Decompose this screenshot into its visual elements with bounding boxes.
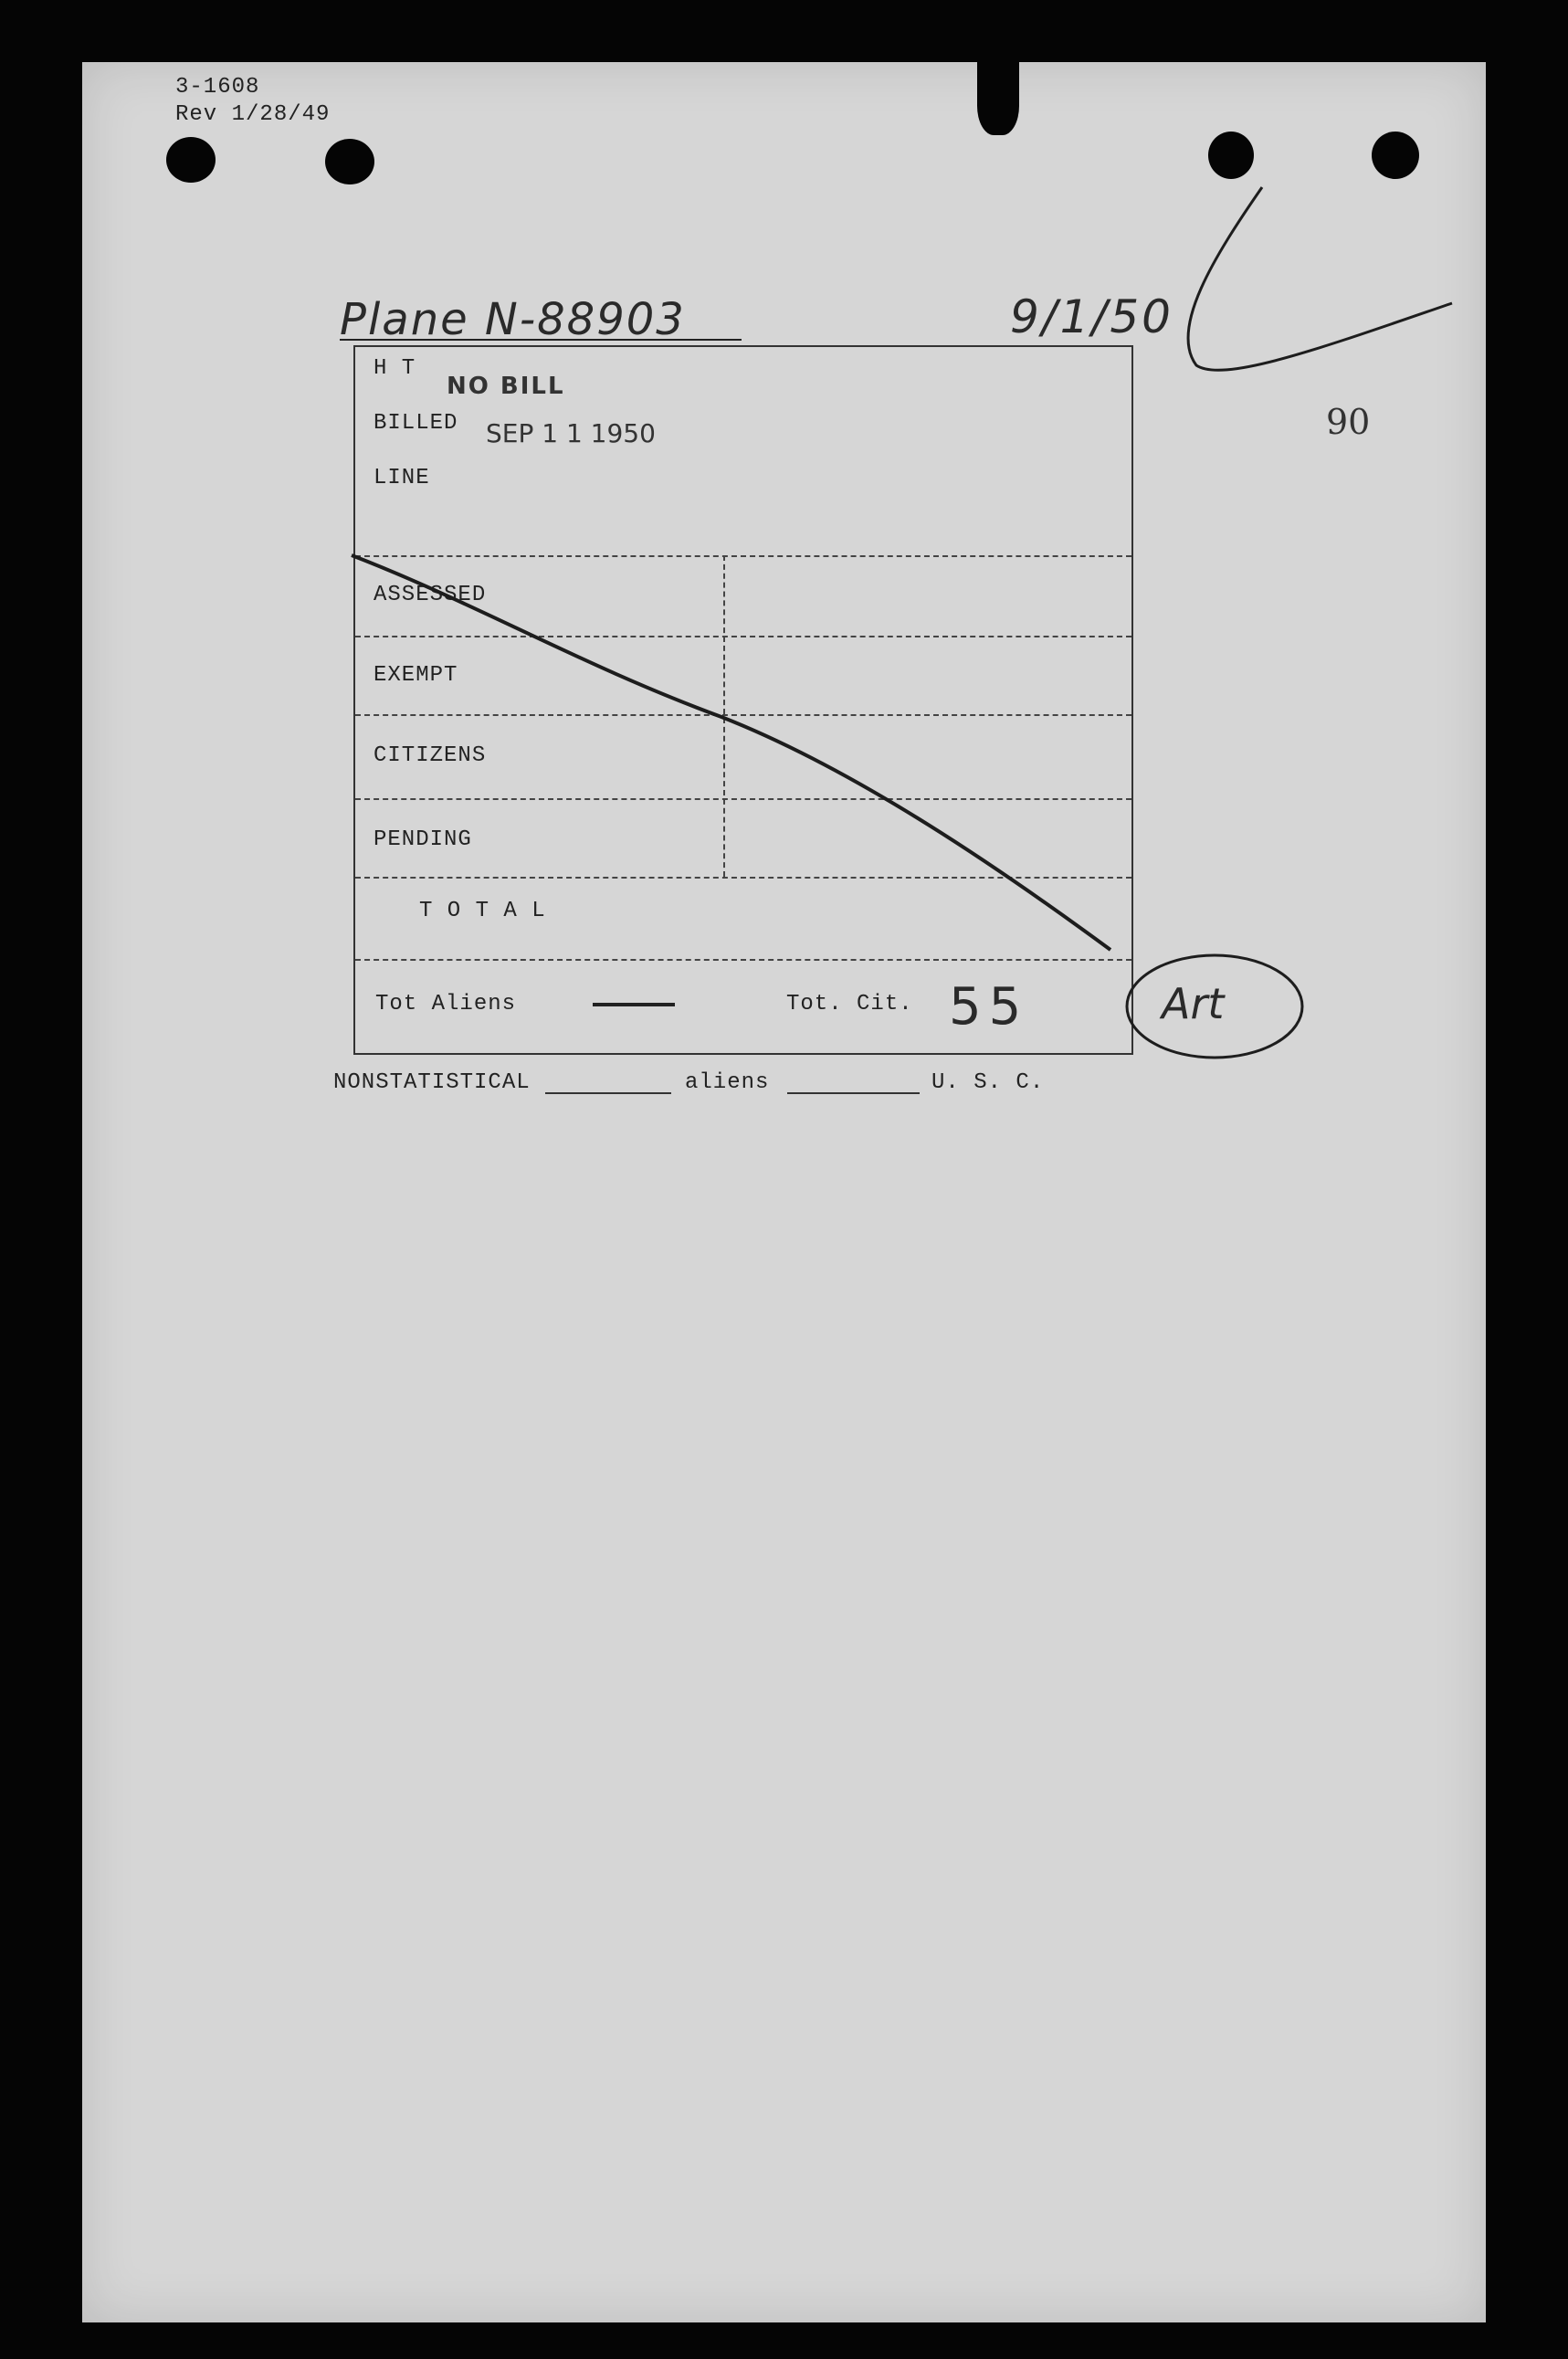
- plane-number-handwritten: Plane N-88903: [340, 294, 686, 345]
- row-label-pending: PENDING: [374, 827, 472, 852]
- line-label: LINE: [374, 466, 430, 490]
- row-label-citizens: CITIZENS: [374, 743, 487, 768]
- usc-label: U. S. C.: [931, 1070, 1045, 1095]
- date-handwritten: 9/1/50: [1010, 290, 1173, 343]
- tot-cit-value: 55: [949, 977, 1029, 1037]
- ht-label: H T: [374, 356, 416, 381]
- initials-handwritten: Art: [1162, 979, 1225, 1028]
- tot-aliens-label: Tot Aliens: [375, 992, 517, 1016]
- no-bill-stamp: NO BILL: [447, 373, 565, 400]
- billed-date-stamp: SEP 1 1 1950: [486, 418, 656, 448]
- strike-through-line: [352, 555, 1110, 950]
- total-label: T O T A L: [419, 899, 546, 923]
- row-label-assessed: ASSESSED: [374, 583, 487, 607]
- form-revision: Rev 1/28/49: [175, 102, 331, 127]
- tot-cit-label: Tot. Cit.: [786, 992, 913, 1016]
- nonstatistical-label: NONSTATISTICAL: [333, 1070, 531, 1095]
- form-number: 3-1608: [175, 75, 260, 100]
- billed-label: BILLED: [374, 411, 458, 436]
- aliens-label: aliens: [685, 1070, 770, 1095]
- check-mark: [1188, 187, 1452, 370]
- row-label-exempt: EXEMPT: [374, 663, 458, 688]
- page-number: 90: [1326, 402, 1371, 442]
